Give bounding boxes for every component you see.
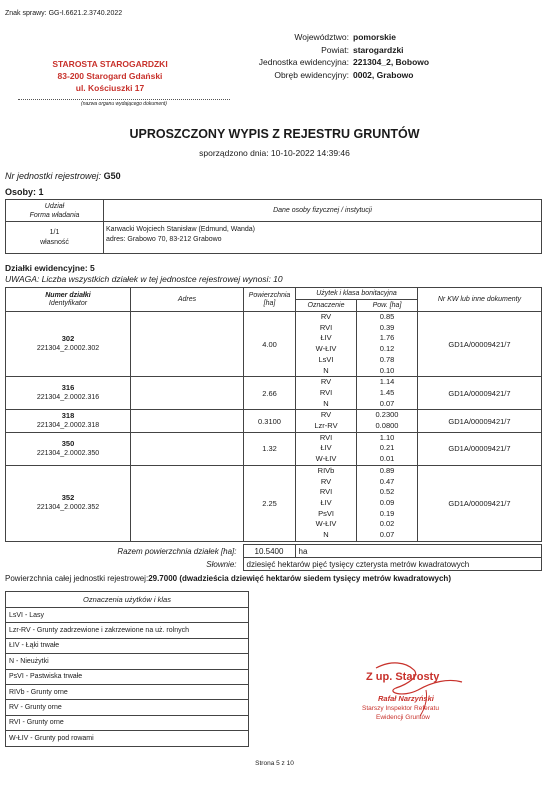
meta-county: Powiat: starogardzki [321, 44, 404, 55]
owners-table [5, 199, 542, 254]
legend-item: Lzr-RV - Grunty zadrzewione i zakrzewione na uż. rolnych [6, 623, 249, 638]
sum-unit: ha [295, 545, 542, 558]
registration-unit-number: Nr jednostki rejestrowej: G50 [5, 171, 121, 181]
owner-row [6, 222, 542, 254]
parcels-heading: Działki ewidencyjne: 5 [5, 263, 95, 273]
stamp-signatory: Rafał Narzyński [378, 694, 434, 703]
parcel-id-cell: 350 221304_2.0002.350 [6, 432, 131, 465]
parcel-row-302 [6, 312, 542, 377]
legend-item: PsVI - Pastwiska trwałe [6, 669, 249, 684]
use-designations: RVI ŁIV W-ŁIV [296, 432, 357, 465]
owners-col-share: Udział Forma władania [6, 200, 104, 222]
sum-words: dziesięć hektarów pięć tysięcy czterysta metrów kwadratowych [243, 558, 542, 571]
location-meta [218, 31, 538, 81]
col-designation: Oznaczenie [296, 300, 357, 312]
parcel-id-cell: 316 221304_2.0002.316 [6, 377, 131, 410]
legend-item: RVI - Grunty orne [6, 715, 249, 730]
parcel-area: 2.25 [244, 465, 296, 541]
document-date: sporządzono dnia: 10-10-2022 14:39:46 [199, 148, 350, 158]
document-title: UPROSZCZONY WYPIS Z REJESTRU GRUNTÓW [129, 127, 420, 141]
use-designations: RV RVI ŁIV W-ŁIV LsVI N [296, 312, 357, 377]
col-area: Powierzchnia [ha] [244, 288, 296, 312]
parcel-id-cell: 302 221304_2.0002.302 [6, 312, 131, 377]
col-kw: Nr KW lub inne dokumenty [418, 288, 542, 312]
parcel-address [131, 377, 244, 410]
parcel-address [131, 312, 244, 377]
parcels-table [5, 287, 542, 542]
parcel-row-350 [6, 432, 542, 465]
issuing-office [40, 58, 180, 94]
legend-table [5, 591, 249, 747]
meta-precinct: Obręb ewidencyjny: 0002, Grabowo [274, 69, 414, 80]
office-city: 83-200 Starogard Gdański [57, 71, 163, 81]
parcel-row-318 [6, 410, 542, 432]
legend-item: LsVI - Lasy [6, 608, 249, 623]
stamp-department: Ewidencji Gruntów [376, 714, 430, 721]
parcel-address [131, 465, 244, 541]
legend-item: RIVb - Grunty orne [6, 684, 249, 699]
office-underline [18, 99, 230, 100]
stamp-authorization: Z up. Starosty [366, 671, 440, 683]
meta-voivodeship: Województwo: pomorskie [294, 32, 396, 42]
sum-label: Razem powierzchnia działek [ha]: [117, 546, 237, 556]
owner-details: Karwacki Wojciech Stanisław (Edmund, Wanda) adres: Grabowo 70, 83-212 Grabowo [104, 222, 542, 254]
stamp-position: Starszy Inspektor Referatu [362, 705, 439, 712]
parcel-kw: GD1A/00009421/7 [418, 465, 542, 541]
signature-scribble [336, 660, 468, 722]
use-designations: RV Lzr-RV [296, 410, 357, 432]
use-areas: 1.10 0.21 0.01 [357, 432, 418, 465]
parcel-kw: GD1A/00009421/7 [418, 312, 542, 377]
col-use-area: Pow. [ha] [357, 300, 418, 312]
legend-item: RV - Grunty orne [6, 700, 249, 715]
parcel-kw: GD1A/00009421/7 [418, 432, 542, 465]
use-areas: 1.14 1.45 0.07 [357, 377, 418, 410]
use-designations: RIVb RV RVI ŁIV PsVI W-ŁIV N [296, 465, 357, 541]
parcel-id-cell: 318 221304_2.0002.318 [6, 410, 131, 432]
meta-unit: Jednostka ewidencyjna: 221304_2, Bobowo [258, 57, 430, 67]
unit-total-area: Powierzchnia całej jednostki rejestrowej:29.7000 (dwadzieścia dziewięć hektarów siedem tysięcy metrów kwadratowych) [5, 574, 451, 583]
sum-value: 10.5400 [243, 545, 295, 558]
use-areas: 0.85 0.39 1.76 0.12 0.78 0.10 [357, 312, 418, 377]
owners-col-person: Dane osoby fizycznej / instytucji [104, 200, 542, 222]
case-number: Znak sprawy: GG-I.6621.2.3740.2022 [5, 10, 123, 17]
col-use-group: Użytek i klasa bonitacyjna [296, 288, 418, 300]
col-address: Adres [131, 288, 244, 312]
col-parcel-id: Numer działki Identyfikator [6, 288, 131, 312]
parcel-area: 2.66 [244, 377, 296, 410]
use-areas: 0.2300 0.0800 [357, 410, 418, 432]
parcel-kw: GD1A/00009421/7 [418, 410, 542, 432]
owner-share: 1/1 własność [6, 222, 104, 254]
parcels-note: UWAGA: Liczba wszystkich działek w tej jednostce rejestrowej wynosi: 10 [5, 274, 283, 284]
parcel-row-352 [6, 465, 542, 541]
use-designations: RV RVI N [296, 377, 357, 410]
legend-item: W-ŁIV - Grunty pod rowami [6, 731, 249, 746]
use-areas: 0.89 0.47 0.52 0.09 0.19 0.02 0.07 [357, 465, 418, 541]
parcel-id-cell: 352 221304_2.0002.352 [6, 465, 131, 541]
legend-title: Oznaczenia użytków i klas [6, 592, 249, 608]
words-label: Słownie: [206, 559, 237, 569]
legend-item: N - Nieużytki [6, 654, 249, 669]
parcel-area: 0.3100 [244, 410, 296, 432]
parcel-address [131, 432, 244, 465]
legend-item: ŁIV - Łąki trwałe [6, 638, 249, 653]
parcel-kw: GD1A/00009421/7 [418, 377, 542, 410]
area-summary [5, 544, 542, 571]
parcel-row-316 [6, 377, 542, 410]
office-street: ul. Kościuszki 17 [75, 83, 145, 93]
office-name: STAROSTA STAROGARDZKI [52, 59, 168, 69]
owners-heading: Osoby: 1 [5, 187, 44, 197]
parcel-area: 1.32 [244, 432, 296, 465]
parcel-area: 4.00 [244, 312, 296, 377]
parcel-address [131, 410, 244, 432]
office-caption: (nazwa organu wydającego dokument) [81, 101, 167, 107]
page-number: Strona 5 z 10 [255, 760, 294, 767]
